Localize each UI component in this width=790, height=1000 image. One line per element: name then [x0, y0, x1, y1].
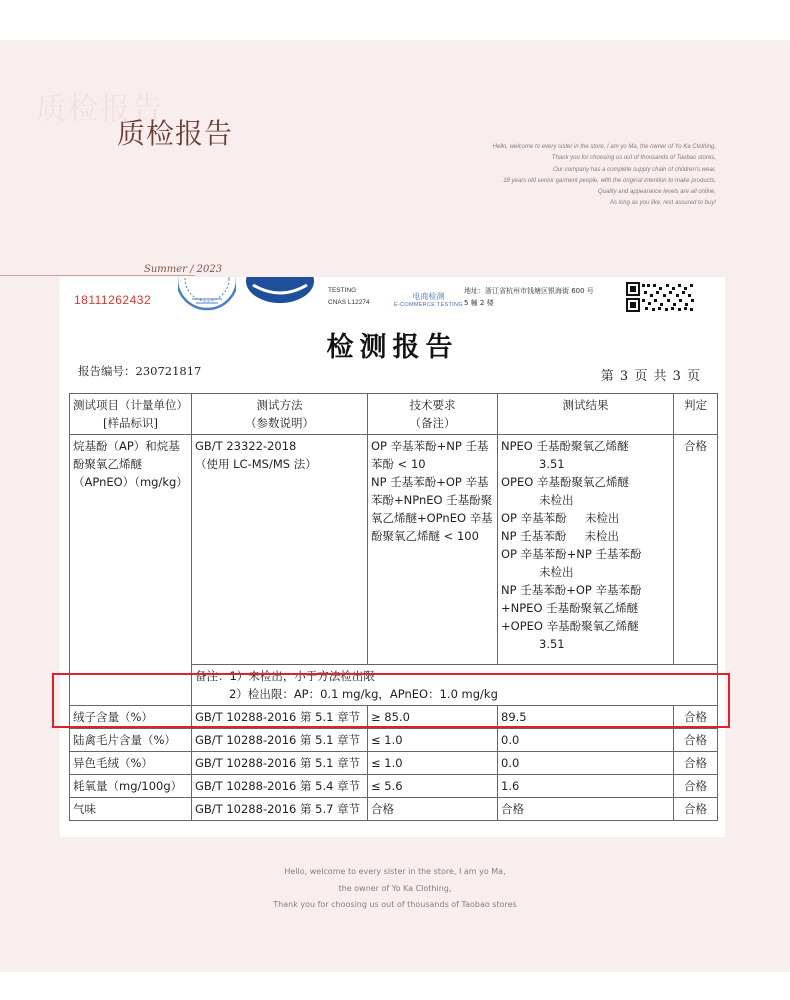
result-label: OPEO 辛基酚聚氧乙烯醚: [501, 475, 629, 489]
testing-line: CNAS L12274: [328, 299, 370, 306]
divider: [0, 275, 195, 276]
table-row: [70, 775, 718, 798]
tagline: [416, 142, 716, 210]
season-label: Summer / 2023: [144, 264, 223, 275]
result-value: 未检出: [584, 511, 620, 525]
ecommerce-en: E-COMMERCE TESTING: [394, 302, 463, 308]
tagline-line: Hello, welcome to every sister in the store, I am yo Ma, the owner of Yo Ka Clothing,: [492, 144, 716, 150]
cell-method: GB/T 10288-2016 第 5.1 章节: [192, 729, 368, 752]
tagline-line: Our company has a complete supply chain of children's wear,: [553, 166, 716, 173]
cell-item: 耗氧量（mg/100g）: [70, 775, 192, 798]
result-label: OP 辛基苯酚: [501, 511, 567, 525]
cell-item: 烷基酚（AP）和烷基酚聚氧乙烯醚（APnEO）（mg/kg）: [70, 435, 192, 706]
result-label: NPEO 壬基酚聚氧乙烯醚: [501, 439, 629, 453]
cell-method: GB/T 10288-2016 第 5.1 章节: [192, 706, 368, 729]
cell-method: GB/T 10288-2016 第 5.4 章节: [192, 775, 368, 798]
header-req-sub: （备注）: [409, 416, 456, 430]
table-header-row: [70, 394, 718, 435]
table-row: [70, 798, 718, 821]
cell-requirement: ≤ 1.0: [368, 729, 498, 752]
cell-verdict: 合格: [674, 706, 718, 729]
results-table: [69, 393, 718, 821]
cell-verdict: 合格: [674, 435, 718, 665]
header-method-sub: （参数说明）: [245, 416, 314, 430]
footer-line: Thank you for choosing us out of thousands of Taobao stores: [273, 900, 517, 909]
report-title: 检测报告: [326, 332, 459, 363]
certification-seal-icon: [178, 277, 236, 311]
report-address: [464, 285, 594, 309]
result-value: 未检出: [539, 493, 574, 507]
result-value: 未检出: [539, 565, 574, 579]
cell-verdict: 合格: [674, 798, 718, 821]
address-line: 5 幢 2 楼: [464, 299, 494, 307]
cell-method: GB/T 10288-2016 第 5.7 章节: [192, 798, 368, 821]
cell-item: 绒子含量（%）: [70, 706, 192, 729]
ecommerce-testing-logo: [394, 291, 463, 308]
header-method: [192, 394, 368, 435]
header-result: 测试结果: [498, 394, 674, 435]
tagline-line: Thank you for choosing us out of thousands of Taobao stores,: [551, 155, 716, 162]
header-item: [70, 394, 192, 435]
result-line: [501, 527, 670, 545]
cell-item: 气味: [70, 798, 192, 821]
table-row: [70, 729, 718, 752]
method-line: （使用 LC-MS/MS 法）: [195, 457, 317, 471]
ghost-title: 质检报告: [36, 92, 164, 127]
cell-result: 89.5: [498, 706, 674, 729]
header-item-label: 测试项目（计量单位）: [73, 398, 188, 412]
highlight-box: [52, 673, 730, 728]
cell-item: 异色毛绒（%）: [70, 752, 192, 775]
tagline-line: Quality and appearance levels are all online,: [597, 189, 716, 196]
header-requirement: [368, 394, 498, 435]
cell-requirement: 合格: [368, 798, 498, 821]
address-line: 地址：浙江省杭州市钱塘区银海街 600 号: [464, 287, 594, 295]
cell-item: 陆禽毛片含量（%）: [70, 729, 192, 752]
note-line: 备注：1）未检出，小于方法检出限: [195, 669, 375, 683]
cell-requirement: ≤ 5.6: [368, 775, 498, 798]
cell-method: GB/T 10288-2016 第 5.1 章节: [192, 752, 368, 775]
header-item-sub: [样品标识]: [103, 416, 158, 430]
cell-result: 合格: [498, 798, 674, 821]
result-value: 未检出: [584, 529, 619, 543]
header-verdict: 判定: [674, 394, 718, 435]
result-value: 3.51: [539, 637, 565, 651]
report-number: 报告编号：230721817: [78, 364, 202, 378]
report-phone: 18111262432: [74, 293, 152, 307]
footer-message: [0, 864, 790, 914]
result-line: [501, 509, 670, 527]
page-number: 第 3 页 共 3 页: [600, 369, 701, 384]
cell-requirement: [368, 435, 498, 665]
cell-requirement: ≤ 1.0: [368, 752, 498, 775]
table-row-ap: [70, 435, 718, 665]
note-line: 2）检出限：AP：0.1 mg/kg，APnEO：1.0 mg/kg: [229, 687, 498, 701]
result-label: NP 壬基苯酚: [501, 529, 567, 543]
page-title: 质检报告: [117, 117, 234, 150]
cell-result: 0.0: [498, 752, 674, 775]
footer-line: Hello, welcome to every sister in the store, I am yo Ma,: [284, 867, 506, 876]
testing-line: TESTING: [328, 287, 357, 294]
result-label: OP 辛基苯酚+NP 壬基苯酚: [501, 547, 642, 561]
req-line: OP 辛基苯酚+NP 壬基苯酚 < 10: [371, 439, 489, 471]
cell-verdict: 合格: [674, 752, 718, 775]
cell-verdict: 合格: [674, 729, 718, 752]
header-method-label: 测试方法: [256, 398, 303, 412]
qr-code-icon: [626, 281, 696, 313]
cell-result: [498, 435, 674, 665]
req-line: NP 壬基苯酚+OP 辛基苯酚+NPnEO 壬基酚聚氧乙烯醚+OPnEO 辛基酚聚氧乙烯醚 < 100: [371, 475, 493, 543]
test-report: [60, 277, 725, 837]
testing-label: [328, 285, 370, 309]
footer-line: the owner of Yo Ka Clothing,: [338, 883, 452, 893]
cell-verdict: 合格: [674, 775, 718, 798]
header-req-label: 技术要求: [409, 398, 456, 412]
cell-result: 1.6: [498, 775, 674, 798]
cell-method: [192, 435, 368, 665]
tagline-line: As long as you like, rest assured to buy!: [609, 200, 716, 207]
result-label: NP 壬基苯酚+OP 辛基苯酚+NPEO 壬基酚聚氧乙烯醚+OPEO 辛基酚聚氧乙烯醚: [501, 583, 642, 633]
cell-result: 0.0: [498, 729, 674, 752]
cnas-logo-icon: [245, 277, 315, 307]
ecommerce-cn: 电商检测: [412, 292, 445, 301]
result-value: 3.51: [539, 457, 565, 471]
table-row: [70, 752, 718, 775]
cell-requirement: ≥ 85.0: [368, 706, 498, 729]
method-line: GB/T 23322-2018: [195, 439, 297, 453]
tagline-line: 18 years old senior garment people, with the original intention to make products,: [503, 177, 716, 184]
